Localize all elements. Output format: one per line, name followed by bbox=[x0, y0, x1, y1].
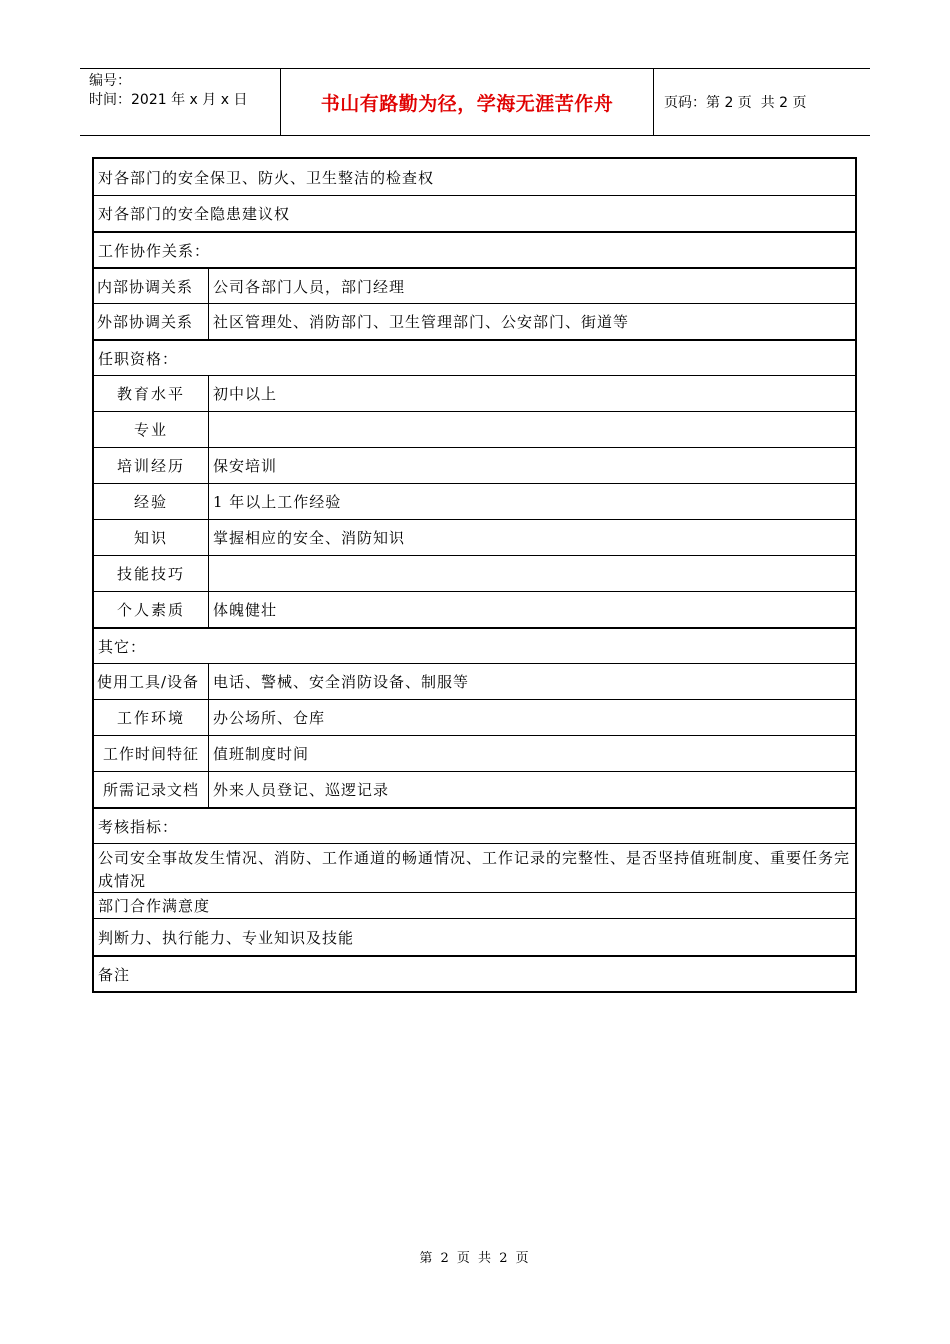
environment-label: 工作环境 bbox=[94, 700, 209, 735]
education-label: 教育水平 bbox=[94, 376, 209, 411]
section-cooperation: 工作协作关系： bbox=[98, 241, 211, 260]
page-info-text: 页码：第 2 页 共 2 页 bbox=[664, 95, 807, 111]
records-label: 所需记录文档 bbox=[94, 772, 209, 807]
job-description-table bbox=[92, 157, 857, 993]
table-row bbox=[94, 735, 855, 771]
worktime-label: 工作时间特征 bbox=[94, 736, 209, 771]
table-row bbox=[94, 699, 855, 735]
page-footer bbox=[0, 1247, 950, 1266]
experience-value: 1 年以上工作经验 bbox=[213, 493, 342, 511]
assessment-item-2: 部门合作满意度 bbox=[98, 897, 211, 915]
table-row bbox=[94, 339, 855, 375]
section-assessment: 考核指标： bbox=[98, 817, 179, 836]
personal-label: 个人素质 bbox=[94, 592, 209, 627]
experience-label: 经验 bbox=[94, 484, 209, 519]
knowledge-value: 掌握相应的安全、消防知识 bbox=[213, 529, 406, 547]
table-row bbox=[94, 843, 855, 892]
skills-label: 技能技巧 bbox=[94, 556, 209, 591]
tools-value: 电话、警械、安全消防设备、制服等 bbox=[213, 673, 470, 691]
table-row bbox=[94, 267, 855, 303]
section-qualification: 任职资格： bbox=[98, 349, 179, 368]
header-meta bbox=[80, 69, 281, 135]
skills-value bbox=[209, 556, 855, 591]
table-row bbox=[94, 591, 855, 627]
training-value: 保安培训 bbox=[213, 457, 278, 475]
environment-value: 办公场所、仓库 bbox=[213, 709, 326, 727]
table-row bbox=[94, 807, 855, 843]
header-page-info bbox=[654, 69, 870, 135]
worktime-value: 值班制度时间 bbox=[213, 745, 310, 763]
header-motto: 书山有路勤为径，学海无涯苦作舟 bbox=[281, 69, 654, 135]
major-label: 专业 bbox=[94, 412, 209, 447]
table-row bbox=[94, 955, 855, 991]
tools-label: 使用工具/设备 bbox=[94, 664, 209, 699]
table-row bbox=[94, 375, 855, 411]
table-row bbox=[94, 231, 855, 267]
training-label: 培训经历 bbox=[94, 448, 209, 483]
assessment-item-3: 判断力、执行能力、专业知识及技能 bbox=[98, 928, 355, 947]
footer-page-number: 第 2 页 共 2 页 bbox=[419, 1251, 531, 1266]
external-label: 外部协调关系 bbox=[94, 304, 209, 339]
assessment-item-1: 公司安全事故发生情况、消防、工作通道的畅通情况、工作记录的完整性、是否坚持值班制度、重要任务完成情况 bbox=[98, 849, 851, 890]
table-row bbox=[94, 519, 855, 555]
table-row bbox=[94, 918, 855, 955]
table-row bbox=[94, 771, 855, 807]
section-other: 其它： bbox=[98, 637, 147, 656]
table-row bbox=[94, 627, 855, 663]
document-header bbox=[80, 68, 870, 136]
table-row bbox=[94, 303, 855, 339]
table-row bbox=[94, 411, 855, 447]
table-row bbox=[94, 892, 855, 918]
table-row bbox=[94, 159, 855, 195]
remarks: 备注 bbox=[98, 965, 131, 984]
table-row bbox=[94, 195, 855, 231]
inspection-right: 对各部门的安全保卫、防火、卫生整洁的检查权 bbox=[98, 168, 435, 187]
table-row bbox=[94, 555, 855, 591]
suggestion-right: 对各部门的安全隐患建议权 bbox=[98, 205, 291, 223]
personal-value: 体魄健壮 bbox=[213, 601, 278, 619]
table-row bbox=[94, 663, 855, 699]
number-label: 编号： bbox=[89, 73, 131, 89]
table-row bbox=[94, 483, 855, 519]
knowledge-label: 知识 bbox=[94, 520, 209, 555]
external-value: 社区管理处、消防部门、卫生管理部门、公安部门、街道等 bbox=[213, 313, 630, 331]
major-value bbox=[209, 412, 855, 447]
education-value: 初中以上 bbox=[213, 385, 278, 403]
records-value: 外来人员登记、巡逻记录 bbox=[213, 781, 390, 799]
internal-label: 内部协调关系 bbox=[94, 269, 209, 303]
date-label: 时间：2021 年 x 月 x 日 bbox=[89, 92, 248, 108]
table-row bbox=[94, 447, 855, 483]
internal-value: 公司各部门人员，部门经理 bbox=[213, 277, 406, 296]
